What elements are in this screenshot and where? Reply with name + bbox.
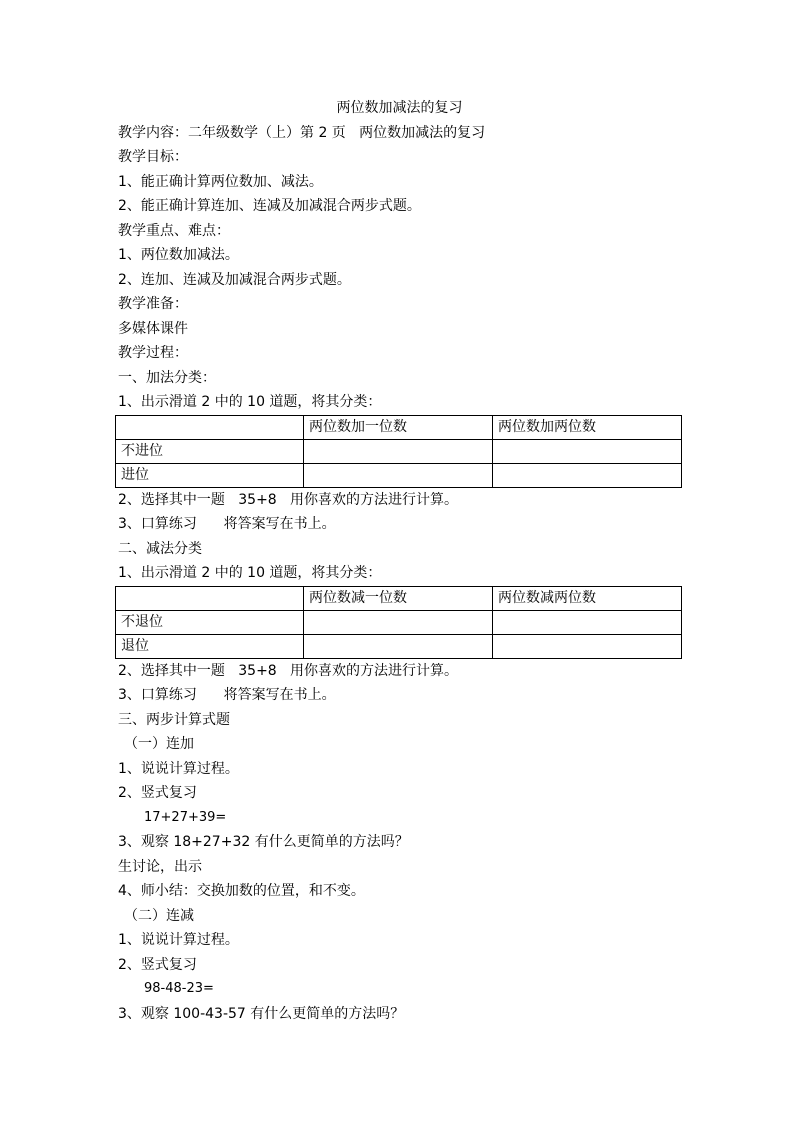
table-cell bbox=[493, 439, 682, 463]
table-cell bbox=[493, 463, 682, 487]
addition-classification-table bbox=[115, 415, 682, 488]
table-cell: 进位 bbox=[116, 463, 304, 487]
text-line: 教学目标： bbox=[118, 149, 188, 165]
table-header-row bbox=[116, 586, 682, 610]
table-cell bbox=[493, 610, 682, 634]
table-header-row bbox=[116, 415, 682, 439]
table-header-cell: 两位数减两位数 bbox=[493, 586, 682, 610]
table-header-cell: 两位数加一位数 bbox=[304, 415, 493, 439]
table-cell bbox=[493, 634, 682, 658]
subtraction-classification-table bbox=[115, 586, 682, 659]
text-line: 1、能正确计算两位数加、减法。 bbox=[118, 173, 323, 190]
text-line: 1、出示滑道 2 中的 10 道题，将其分类： bbox=[118, 565, 382, 581]
text-line: 3、观察 100-43-57 有什么更简单的方法吗？ bbox=[118, 1005, 405, 1022]
table-header-cell: 两位数减一位数 bbox=[304, 586, 493, 610]
document-title: 两位数加减法的复习 bbox=[336, 100, 463, 116]
equation-line: 98-48-23= bbox=[144, 981, 214, 996]
text-line: 2、竖式复习 bbox=[118, 956, 197, 973]
table-cell bbox=[304, 463, 493, 487]
text-line: 2、选择其中一题 35+8 用你喜欢的方法进行计算。 bbox=[118, 662, 459, 679]
text-line: 多媒体课件 bbox=[118, 320, 188, 337]
table-cell bbox=[304, 439, 493, 463]
text-line: 2、连加、连减及加减混合两步式题。 bbox=[118, 271, 351, 288]
text-line: 2、选择其中一题 35+8 用你喜欢的方法进行计算。 bbox=[118, 491, 459, 508]
text-line: 3、口算练习 将答案写在书上。 bbox=[118, 516, 336, 532]
section-heading: 三、两步计算式题 bbox=[118, 711, 230, 728]
table-row bbox=[116, 634, 682, 658]
table-cell bbox=[304, 634, 493, 658]
table-cell: 不进位 bbox=[116, 439, 304, 463]
text-line: 教学准备： bbox=[118, 296, 188, 312]
text-line: 1、说说计算过程。 bbox=[118, 760, 239, 777]
equation-line: 17+27+39= bbox=[144, 809, 227, 825]
text-line: 教学过程： bbox=[118, 345, 188, 361]
table-cell bbox=[304, 610, 493, 634]
text-line: 2、能正确计算连加、连减及加减混合两步式题。 bbox=[118, 198, 421, 214]
section-heading: 一、加法分类： bbox=[118, 369, 216, 386]
table-row bbox=[116, 439, 682, 463]
table-row bbox=[116, 463, 682, 487]
text-line: 教学内容：二年级数学（上）第 2 页 两位数加减法的复习 bbox=[118, 124, 486, 141]
text-line: 4、师小结：交换加数的位置，和不变。 bbox=[118, 883, 365, 899]
section-heading: 二、减法分类 bbox=[118, 540, 202, 557]
text-line: 1、出示滑道 2 中的 10 道题，将其分类： bbox=[118, 394, 382, 410]
table-cell: 不退位 bbox=[116, 610, 304, 634]
text-line: 2、竖式复习 bbox=[118, 785, 197, 801]
text-line: 1、说说计算过程。 bbox=[118, 932, 239, 948]
table-header-cell bbox=[116, 415, 304, 439]
table-header-cell bbox=[116, 586, 304, 610]
text-line: 教学重点、难点： bbox=[118, 222, 230, 239]
text-line: 3、观察 18+27+32 有什么更简单的方法吗？ bbox=[118, 834, 409, 850]
text-line: 3、口算练习 将答案写在书上。 bbox=[118, 687, 336, 703]
subsection-heading: （一）连加 bbox=[124, 736, 194, 752]
text-line: 生讨论，出示 bbox=[118, 858, 202, 875]
table-cell: 退位 bbox=[116, 634, 304, 658]
text-line: 1、两位数加减法。 bbox=[118, 247, 239, 263]
subsection-heading: （二）连减 bbox=[124, 907, 194, 924]
table-header-cell: 两位数加两位数 bbox=[493, 415, 682, 439]
table-row bbox=[116, 610, 682, 634]
document-page bbox=[118, 96, 681, 1026]
